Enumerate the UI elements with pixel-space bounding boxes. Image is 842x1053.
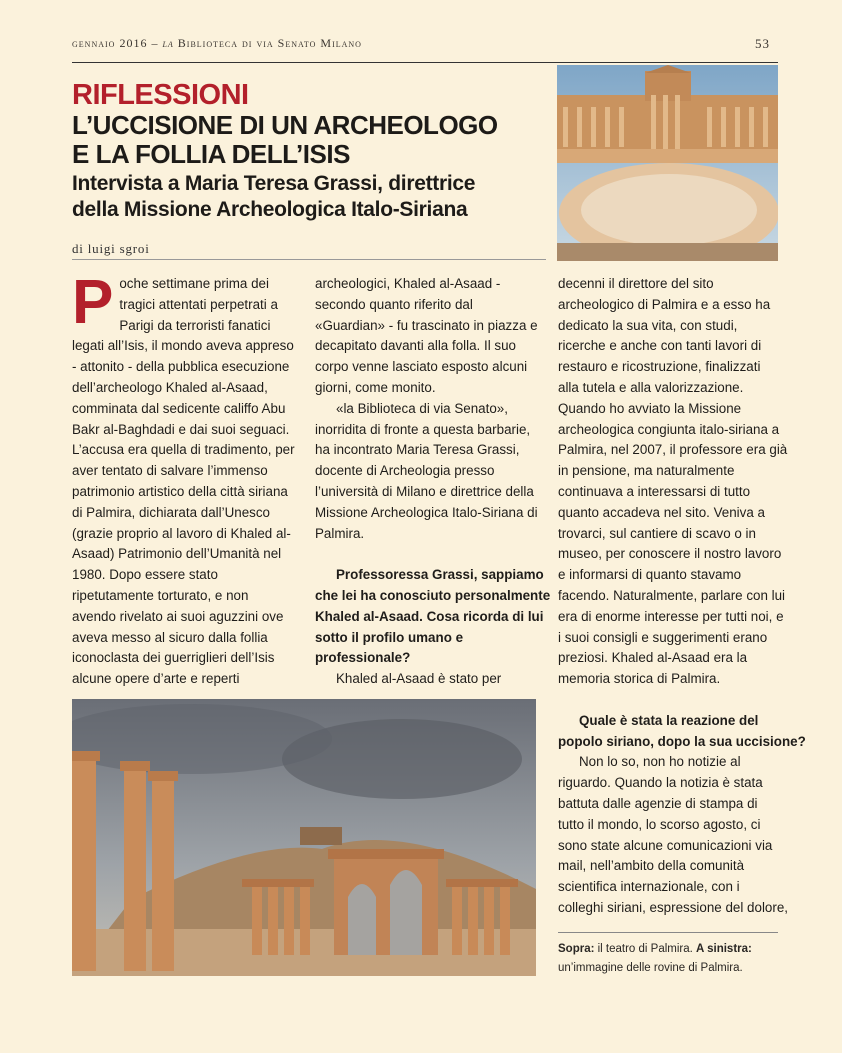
body-line: Palmira, nel 2007, il professore era già bbox=[558, 442, 788, 458]
body-line: legati all’Isis, il mondo aveva appreso bbox=[72, 338, 294, 354]
body-line: oche settimane prima dei bbox=[119, 276, 269, 291]
body-line: 1980. Dopo essere stato bbox=[72, 567, 218, 583]
body-line: patrimonio artistico della città siriana bbox=[72, 483, 288, 499]
body-line: archeologico di Palmira e a esso ha bbox=[558, 296, 771, 312]
body-line: era di enorme interesse per tutti noi, e bbox=[558, 608, 784, 624]
body-line: aver tentato di salvare l’immenso bbox=[72, 463, 268, 479]
headline-line-1: L’UCCISIONE DI UN ARCHEOLOGO bbox=[72, 110, 498, 140]
body-line: aveva messo al sicuro dalla follia bbox=[72, 629, 268, 645]
title-block bbox=[72, 80, 547, 223]
body-line: - attonito - della pubblica esecuzione bbox=[72, 359, 290, 375]
body-line: secondo quanto riferito dal bbox=[315, 296, 473, 312]
body-line: i suoi consigli e suggerimenti erano bbox=[558, 629, 768, 645]
interview-question: che lei ha conosciuto personalmente bbox=[315, 587, 551, 603]
byline-rule bbox=[72, 259, 546, 260]
body-line: ripetutamente torturato, e non bbox=[72, 587, 249, 603]
text-column-2 bbox=[315, 274, 551, 690]
body-line: dell’archeologo Khaled al-Asaad, bbox=[72, 379, 268, 395]
body-line: «la Biblioteca di via Senato», bbox=[336, 400, 508, 416]
body-line: (grazie proprio al lavoro di Khaled al- bbox=[72, 525, 291, 541]
body-line: iconoclasta dei guerriglieri dell’Isis bbox=[72, 650, 275, 666]
body-line: continuava a interessarsi di tutto bbox=[558, 483, 751, 499]
caption-rule bbox=[558, 932, 778, 933]
paragraph-gap bbox=[315, 544, 537, 565]
body-line: decapitato davanti alla folla. Il suo bbox=[315, 338, 516, 354]
running-head bbox=[72, 36, 770, 56]
body-line: alcune opere d’arte e reperti bbox=[72, 671, 240, 687]
interview-question: popolo siriano, dopo la sua uccisione? bbox=[558, 733, 806, 749]
body-line: archeologica congiunta italo-siriana a bbox=[558, 421, 780, 437]
running-head-title: gennaio 2016 – la Biblioteca di via Senato Milano bbox=[72, 36, 362, 50]
interview-question: professionale? bbox=[315, 650, 411, 666]
body-line: Quando ho avviato la Missione bbox=[558, 400, 742, 416]
body-line: e informarsi di quanto stavamo bbox=[558, 567, 742, 583]
body-line: trovarci, sul cantiere di scavo o in bbox=[558, 525, 756, 541]
body-line: Bakr al-Baghdadi e dai suoi seguaci. bbox=[72, 421, 290, 437]
body-line: giorni, come monito. bbox=[315, 379, 436, 395]
interview-question: Khaled al-Asaad. Cosa ricorda di lui bbox=[315, 608, 544, 624]
headline-line-2: E LA FOLLIA DELL’ISIS bbox=[72, 139, 350, 169]
interview-question: Quale è stata la reazione del bbox=[579, 712, 759, 728]
body-line: Khaled al-Asaad è stato per bbox=[336, 671, 502, 687]
body-line: decenni il direttore del sito bbox=[558, 276, 714, 291]
body-line: memoria storica di Palmira. bbox=[558, 671, 721, 687]
body-line: «Guardian» - fu trascinato in piazza e bbox=[315, 317, 538, 333]
body-line: dedicato la sua vita, con studi, bbox=[558, 317, 738, 333]
body-line: Asaad) Patrimonio dell’Umanità nel bbox=[72, 546, 282, 562]
body-line: inorridita di fronte a questa barbarie, bbox=[315, 421, 531, 437]
body-line: restauro e ricostruzione, finalizzati bbox=[558, 359, 761, 375]
byline: di luigi sgroi bbox=[72, 241, 150, 256]
body-line: ha incontrato Maria Teresa Grassi, bbox=[315, 442, 520, 458]
body-line: tragici attentati perpetrati a bbox=[119, 296, 278, 312]
body-line: tutto il mondo, lo scorso agosto, ci bbox=[558, 816, 761, 832]
body-line: mail, nell’ambito della comunità bbox=[558, 858, 745, 874]
body-line: L’accusa era quella di tradimento, per bbox=[72, 442, 295, 458]
body-line: in pensione, ma naturalmente bbox=[558, 463, 735, 479]
subheadline: Intervista a Maria Teresa Grassi, direttrice della Missione Archeologica Italo-Siriana bbox=[72, 172, 476, 221]
body-line: di Palmira, dichiarata dall’Unesco bbox=[72, 504, 270, 520]
body-line: quanto accadeva nel sito. Veniva a bbox=[558, 504, 765, 520]
interview-question: sotto il profilo umano e bbox=[315, 629, 464, 645]
interview-question: Professoressa Grassi, sappiamo bbox=[336, 567, 544, 583]
body-line: riguardo. Quando la notizia è stata bbox=[558, 775, 763, 791]
body-line: facendo. Naturalmente, parlare con lui bbox=[558, 587, 786, 603]
body-line: corpo venne lasciato esposto alcuni bbox=[315, 359, 528, 375]
body-line: ricerche e anche con tanti lavori di bbox=[558, 338, 762, 354]
page-number: 53 bbox=[755, 36, 770, 51]
photo-caption: Sopra: il teatro di Palmira. A sinistra: un’immagine delle rovine di Palmira. bbox=[558, 943, 752, 974]
body-line: Missione Archeologica Italo-Siriana di bbox=[315, 504, 538, 520]
section-kicker: RIFLESSIONI bbox=[72, 79, 249, 111]
body-line: museo, per conoscere il nostro lavoro bbox=[558, 546, 782, 562]
body-line: battuta dalle agenzie di stampa di bbox=[558, 795, 758, 811]
body-line: comminata dal sedicente califfo Abu bbox=[72, 400, 286, 416]
body-line: Palmira. bbox=[315, 525, 365, 541]
body-line: docente di Archeologia presso bbox=[315, 463, 495, 479]
body-line: l’università di Milano e direttrice della bbox=[315, 483, 534, 499]
body-line: alla tutela e alla valorizzazione. bbox=[558, 379, 744, 395]
body-line: colleghi siriani, espressione del dolore, bbox=[558, 899, 789, 915]
header-rule bbox=[72, 62, 778, 63]
drop-cap: P bbox=[72, 268, 114, 337]
body-line: sono state alcune comunicazioni via bbox=[558, 837, 773, 853]
text-column-3 bbox=[558, 274, 806, 919]
palmyra-theatre-photo bbox=[557, 65, 778, 261]
body-line: Non lo so, non ho notizie al bbox=[579, 754, 741, 770]
body-line: preziosi. Khaled al-Asaad era la bbox=[558, 650, 748, 666]
body-line: avendo rivelato ai suoi aguzzini ove bbox=[72, 608, 284, 624]
paragraph-gap bbox=[558, 690, 780, 711]
body-line: scientifica internazionale, con i bbox=[558, 879, 740, 895]
body-line: archeologici, Khaled al-Asaad - bbox=[315, 276, 501, 291]
palmyra-ruins-photo bbox=[72, 699, 536, 976]
body-line: Parigi da terroristi fanatici bbox=[119, 317, 271, 333]
text-column-1 bbox=[72, 268, 295, 690]
